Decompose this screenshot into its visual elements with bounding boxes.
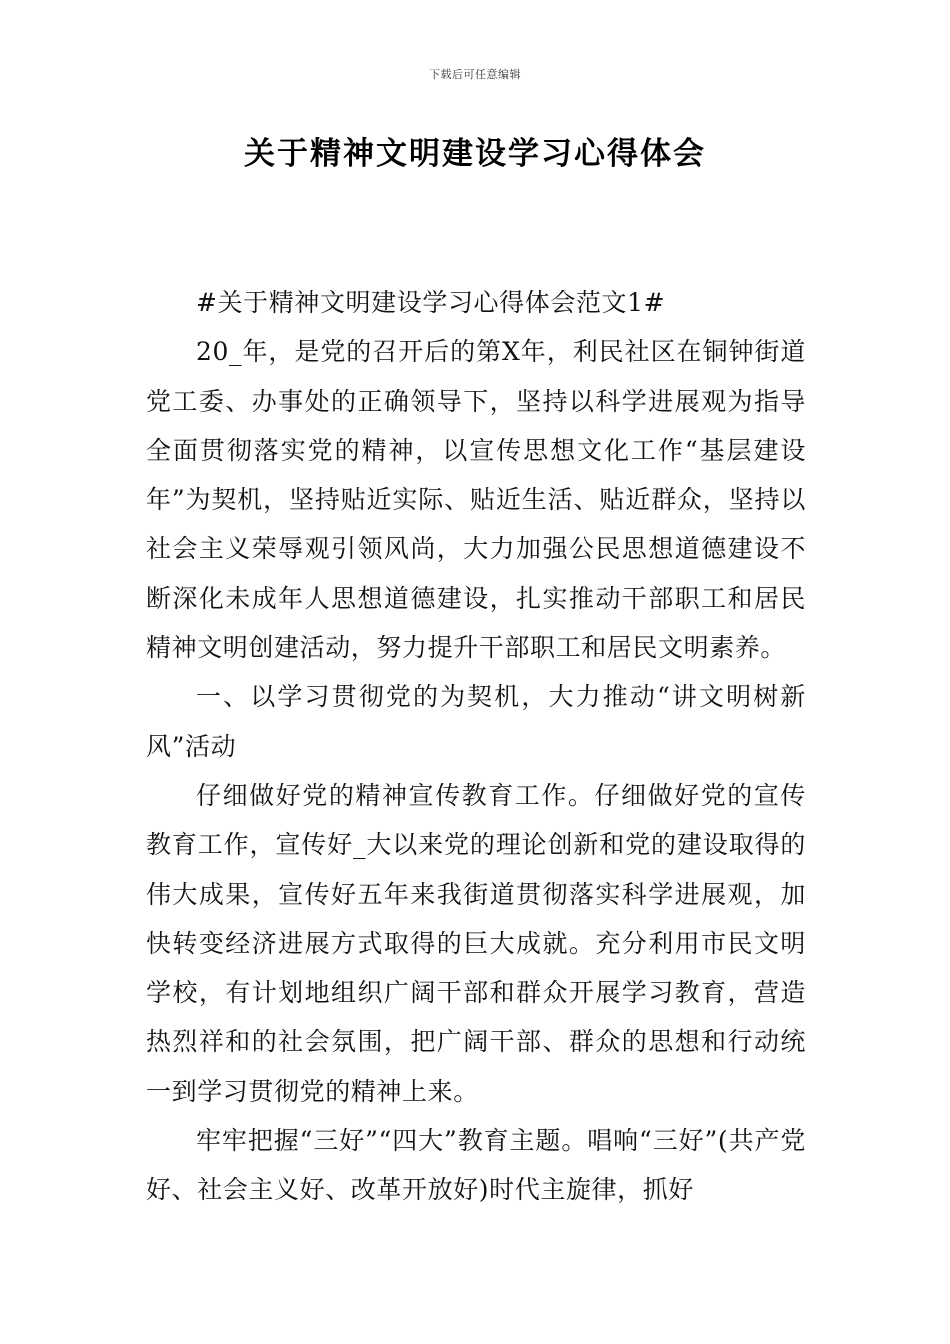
paragraph: 20_年，是党的召开后的第X年，利民社区在铜钟街道党工委、办事处的正确领导下，坚持以科学进展观为指导全面贯彻落实党的精神，以宣传思想文化工作“基层建设年”为契机，坚持贴近实际、贴近生活、贴近群众，坚持以社会主义荣辱观引领风尚，大力加强公民思想道德建设不断深化未成年人思想道德建设，扎实推动干部职工和居民精神文明创建活动，努力提升干部职工和居民文明素养。 [146,337,806,663]
paragraph: 仔细做好党的精神宣传教育工作。仔细做好党的宣传教育工作，宣传好_大以来党的理论创新和党的建设取得的伟大成果，宣传好五年来我街道贯彻落实科学进展观，加快转变经济进展方式取得的巨大成就。充分利用市民文明学校，有计划地组织广阔干部和群众开展学习教育，营造热烈祥和的社会氛围，把广阔干部、群众的思想和行动统一到学习贯彻党的精神上来。 [146,780,806,1106]
document-body [146,278,806,1215]
paragraph: 牢牢把握“三好”“四大”教育主题。唱响“三好”(共产党好、社会主义好、改革开放好)时代主旋律，抓好 [146,1126,806,1205]
header-note: 下载后可任意编辑 [429,68,521,81]
paragraph-heading: #关于精神文明建设学习心得体会范文1# [196,288,666,317]
section-heading: 一、以学习贯彻党的为契机，大力推动“讲文明树新风”活动 [146,682,806,761]
document-title: 关于精神文明建设学习心得体会 [244,136,706,172]
